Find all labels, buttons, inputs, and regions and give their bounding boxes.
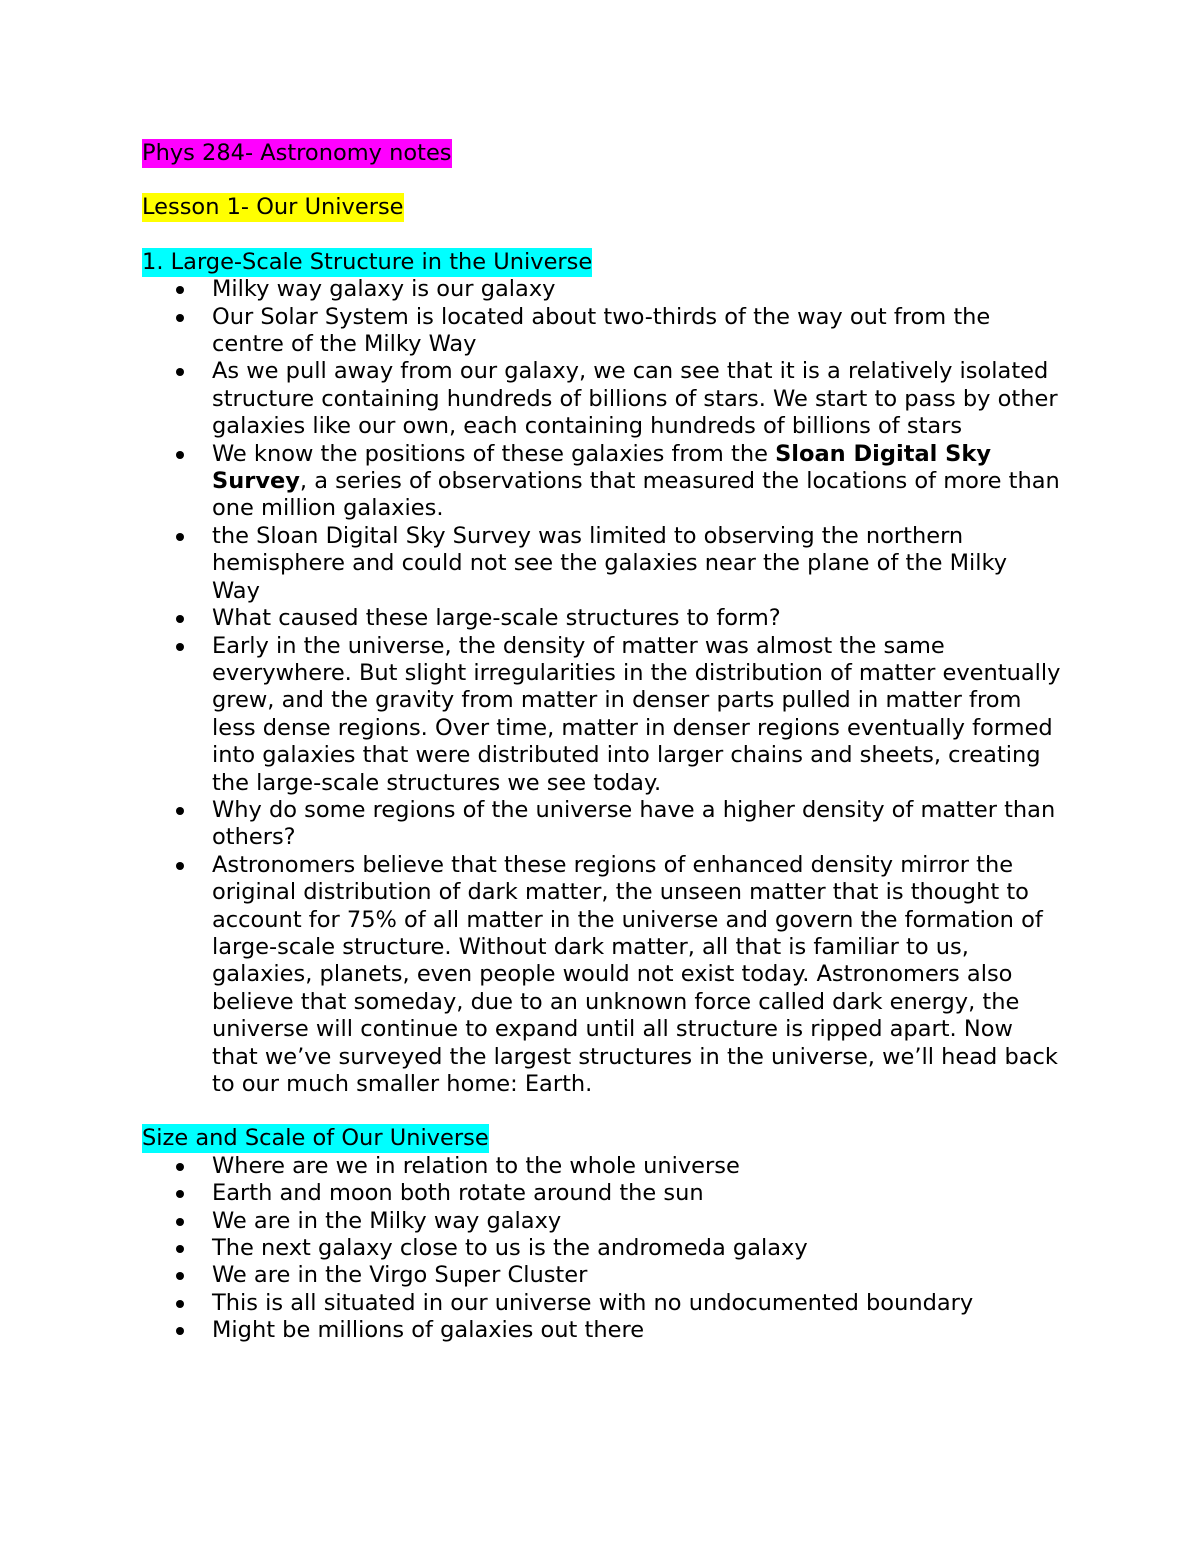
bullet-list xyxy=(142,1153,1062,1345)
section-heading: 1. Large-Scale Structure in the Universe xyxy=(142,248,593,275)
list-item xyxy=(142,358,1062,440)
list-item-text: Milky way galaxy is our galaxy xyxy=(212,276,556,303)
document-page xyxy=(142,140,1062,1345)
list-item xyxy=(142,633,1062,797)
list-item xyxy=(142,605,1062,632)
lesson-heading-line xyxy=(142,194,1062,221)
list-item xyxy=(142,1235,1062,1262)
list-item-text: the Sloan Digital Sky Survey was limited to observing the northern hemisphere and could not see the galaxies near the plane of the Milky Way xyxy=(212,522,1008,604)
list-item xyxy=(142,1317,1062,1344)
list-item xyxy=(142,304,1062,359)
list-item xyxy=(142,1153,1062,1180)
list-item xyxy=(142,1180,1062,1207)
list-item xyxy=(142,852,1062,1099)
document-title-line xyxy=(142,140,1062,167)
list-item xyxy=(142,797,1062,852)
section-heading: Size and Scale of Our Universe xyxy=(142,1125,489,1152)
list-item xyxy=(142,1208,1062,1235)
list-item-text: As we pull away from our galaxy, we can see that it is a relatively isolated structure containing hundreds of billions of stars. We start to pass by other galaxies like our own, each containing hundreds of billions of stars xyxy=(212,358,1058,440)
list-item-text: This is all situated in our universe with no undocumented boundary xyxy=(212,1289,974,1316)
section-large-scale-structure xyxy=(142,249,1062,1099)
list-item-text-pre: We know the positions of these galaxies from the xyxy=(212,440,776,467)
list-item-text: Might be millions of galaxies out there xyxy=(212,1317,645,1344)
list-item-text: We are in the Milky way galaxy xyxy=(212,1207,562,1234)
list-item-text: Astronomers believe that these regions of enhanced density mirror the original distribution of dark matter, the unseen matter that is thought to account for 75% of all matter in the universe and govern the formation of large-scale structure. Without dark matter, all that is familiar to us, galaxies, planets, even people would not exist today. Astronomers also believe that someday, due to an unknown force called dark energy, the universe will continue to expand until all structure is ripped apart. Now that we’ve surveyed the largest structures in the universe, we’ll head back to our much smaller home: Earth. xyxy=(212,851,1058,1097)
document-title: Phys 284- Astronomy notes xyxy=(142,140,452,166)
list-item-text: We are in the Virgo Super Cluster xyxy=(212,1262,588,1289)
list-item xyxy=(142,1262,1062,1289)
list-item xyxy=(142,441,1062,523)
list-item-text: Our Solar System is located about two-thirds of the way out from the centre of the Milky Way xyxy=(212,303,991,358)
list-item xyxy=(142,1290,1062,1317)
lesson-heading: Lesson 1- Our Universe xyxy=(142,194,404,221)
list-item xyxy=(142,276,1062,303)
section-heading-line xyxy=(142,1125,1062,1152)
list-item-text: Early in the universe, the density of matter was almost the same everywhere. But slight irregularities in the distribution of matter eventually grew, and the gravity from matter in denser parts pulled in matter from less dense regions. Over time, matter in denser regions eventually formed into galaxies that were distributed into larger chains and sheets, creating the large-scale structures we see today. xyxy=(212,632,1061,796)
list-item-bold-term: Sloan Digital Sky Survey xyxy=(212,440,992,495)
list-item-text: What caused these large-scale structures to form? xyxy=(212,605,781,632)
list-item-text: Where are we in relation to the whole universe xyxy=(212,1152,740,1179)
list-item-text: Why do some regions of the universe have a higher density of matter than others? xyxy=(212,796,1056,851)
section-heading-line xyxy=(142,249,1062,276)
list-item-text: Earth and moon both rotate around the sun xyxy=(212,1180,704,1207)
list-item-text-post: , a series of observations that measured the locations of more than one million galaxies. xyxy=(212,468,1060,522)
section-size-and-scale xyxy=(142,1125,1062,1344)
list-item xyxy=(142,523,1062,605)
bullet-list xyxy=(142,276,1062,1098)
list-item-text: The next galaxy close to us is the andromeda galaxy xyxy=(212,1235,808,1262)
